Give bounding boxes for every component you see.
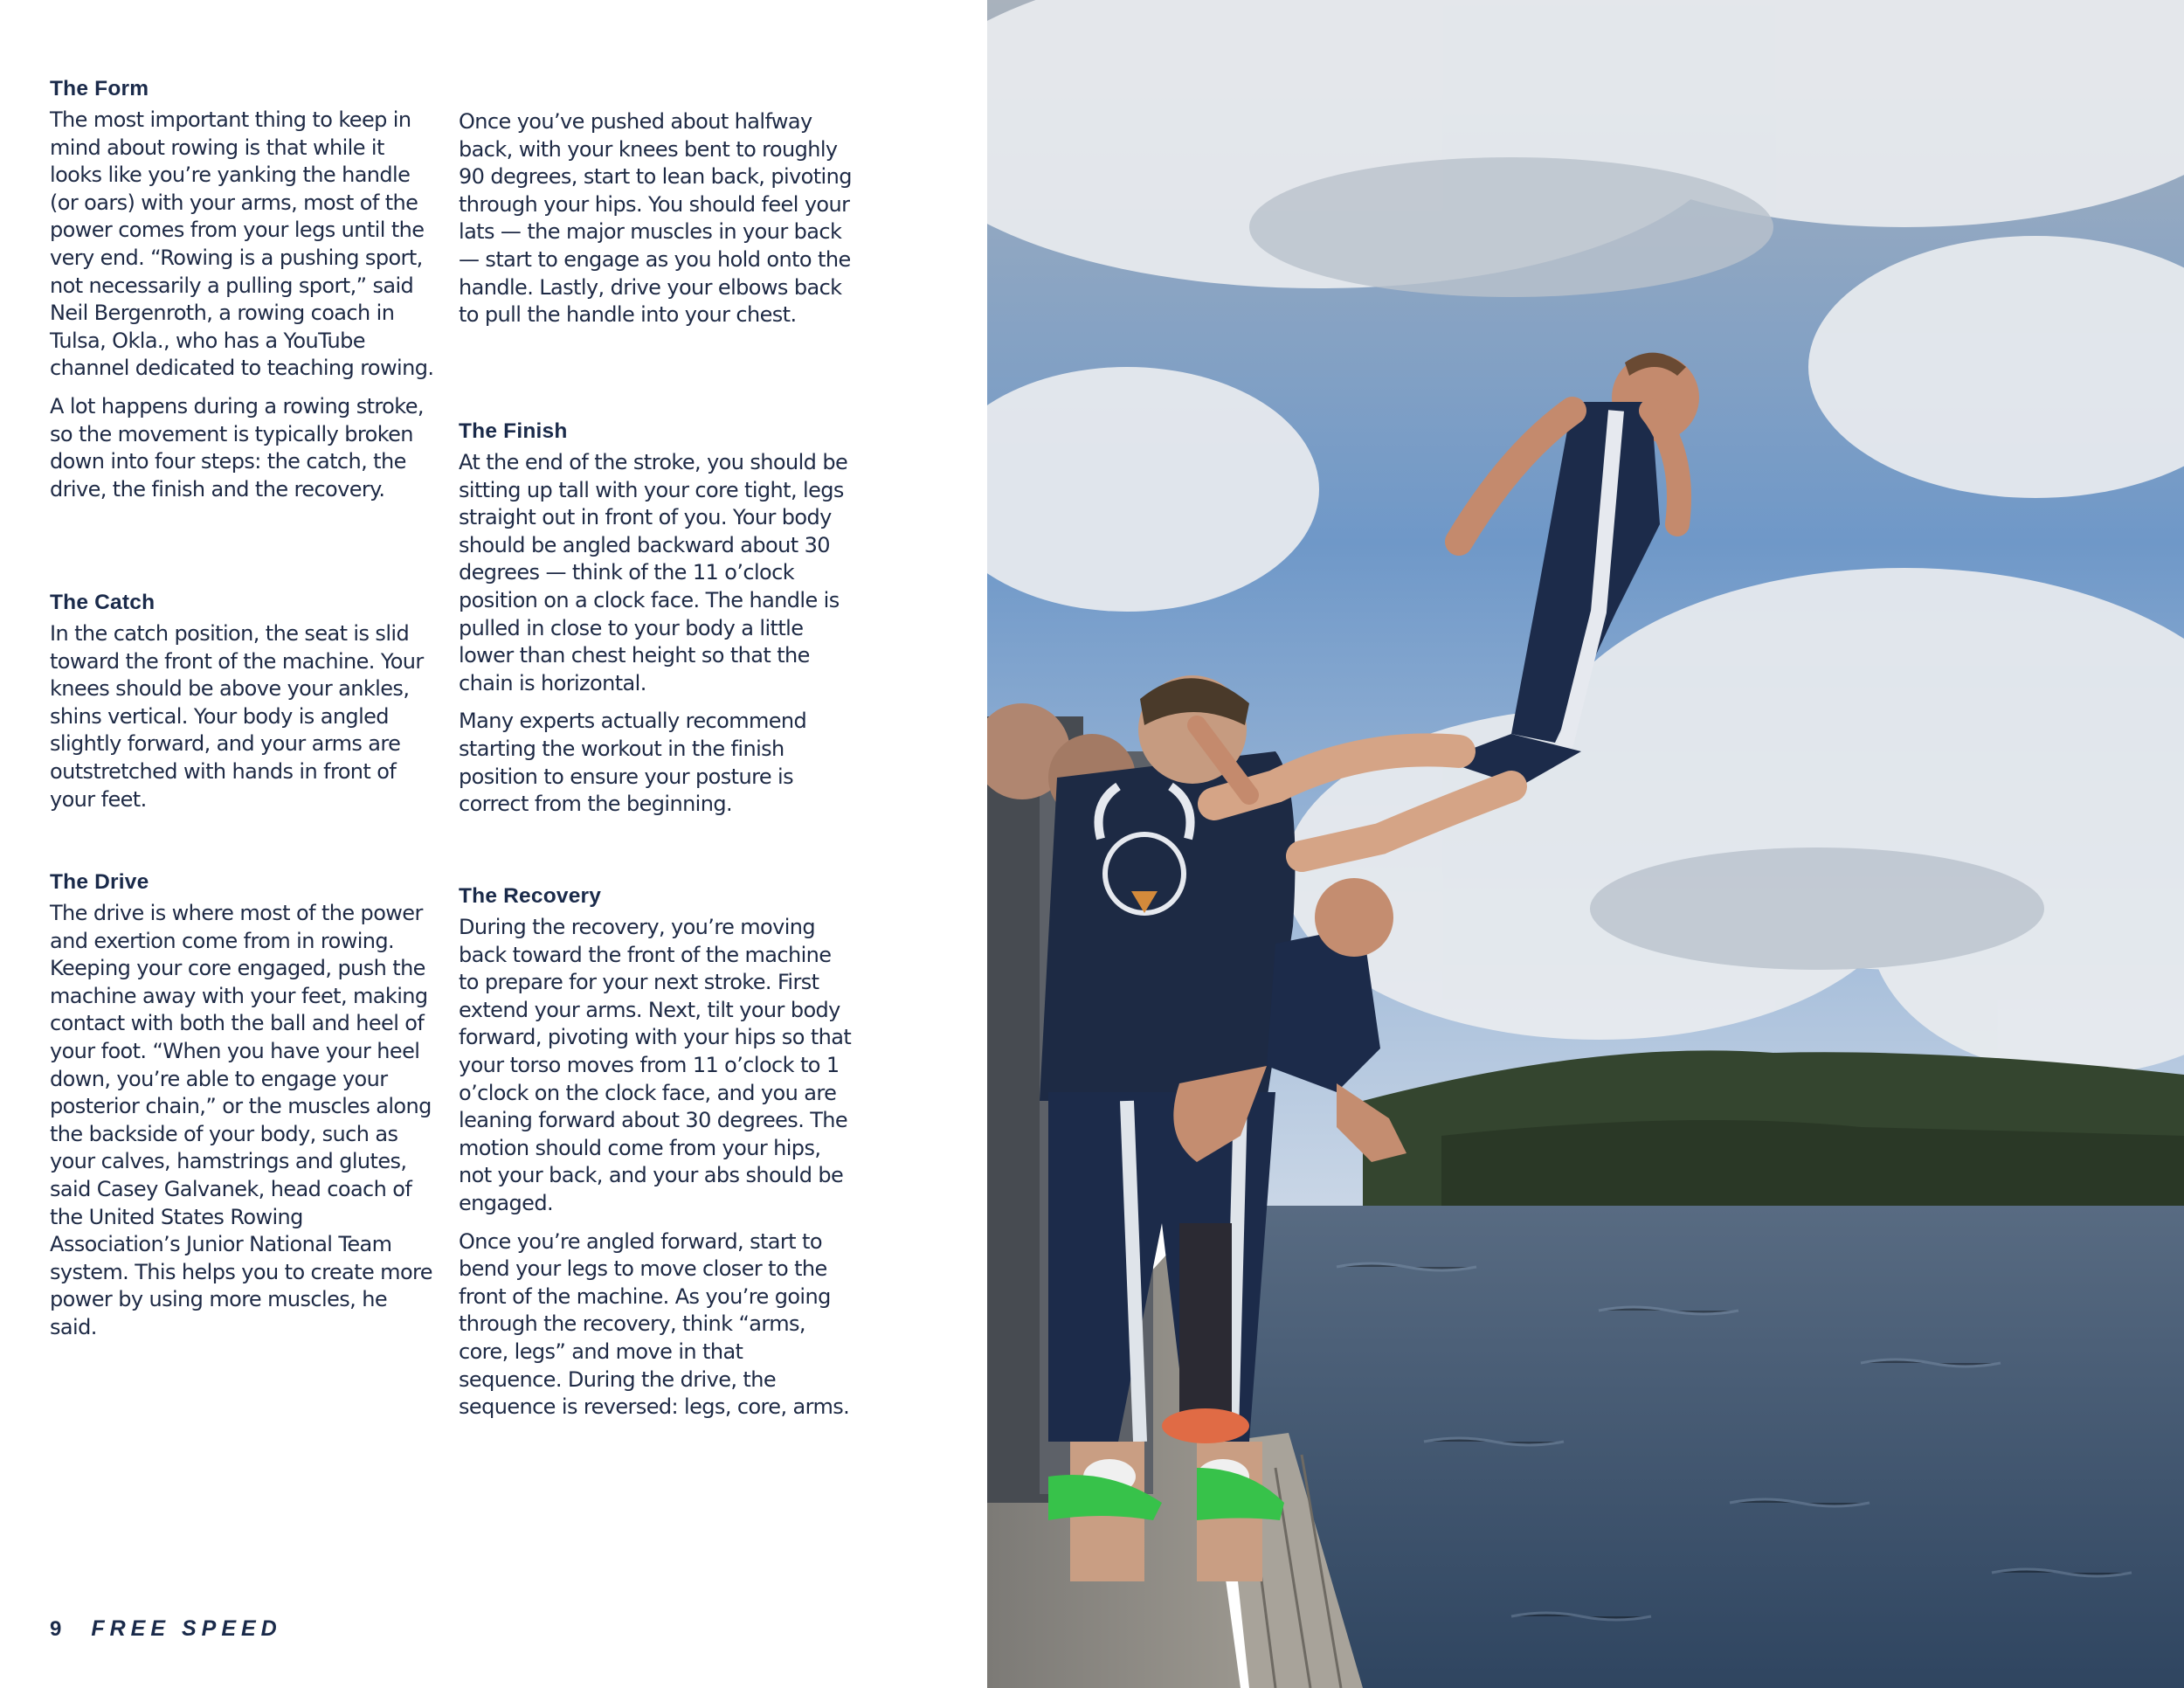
- photo-illustration: [987, 0, 2184, 1688]
- heading-drive: The Drive: [50, 870, 149, 894]
- paragraph-form-2: A lot happens during a rowing stroke, so the movement is typically broken down into four steps: the catch, the drive, the finish and the recovery.: [50, 393, 424, 502]
- section-finish: [459, 419, 852, 829]
- heading-recovery: The Recovery: [459, 884, 602, 908]
- heading-catch: The Catch: [50, 591, 156, 614]
- brand-wordmark: FREE SPEED: [91, 1616, 282, 1641]
- rowers-jumping-off-dock-photo: [987, 0, 2184, 1688]
- page-number: 9: [50, 1616, 62, 1641]
- section-recovery: [459, 884, 852, 1432]
- heading-finish: The Finish: [459, 419, 568, 443]
- section-pushed: [459, 108, 852, 340]
- article-page: [0, 0, 987, 1688]
- paragraph-finish-1: At the end of the stroke, you should be sitting up tall with your core tight, legs straight out in front of you. Your body should be angled backward about 30 degrees — think of the 11 o’clock position on a clock face. The handle is pulled in close to your body a little lower than chest height so that the chain is horizontal.: [459, 450, 848, 695]
- paragraph-recovery-2: Once you’re angled forward, start to bend your legs to move closer to the front of the machine. As you’re going through the recovery, think “arms, core, legs” and move in that sequence. During the drive, the sequence is reversed: legs, core, arms.: [459, 1228, 850, 1420]
- paragraph-finish-2: Many experts actually recommend starting the workout in the finish position to ensure your posture is correct from the beginning.: [459, 709, 807, 817]
- water: [1249, 1206, 2184, 1688]
- paragraph-pushed-1: Once you’ve pushed about halfway back, with your knees bent to roughly 90 degrees, start to lean back, pivoting through your hips. You should feel your lats — the major muscles in your back — start to engage as you hold onto the handle. Lastly, drive your elbows back to pull the handle into your chest.: [459, 109, 852, 328]
- paragraph-form-1: The most important thing to keep in mind about rowing is that while it looks like you’re yanking the handle (or oars) with your arms, most of the power comes from your legs until the very end. “Rowing is a pushing sport, not necessarily a pulling sport,” said Neil Bergenroth, a rowing coach in Tulsa, Okla., who has a YouTube channel dedicated to teaching rowing.: [50, 107, 434, 381]
- paragraph-catch-1: In the catch position, the seat is slid toward the front of the machine. Your knees should be above your ankles, shins vertical. Your body is angled slightly forward, and your arms are outstretched with hands in front of your feet.: [50, 621, 424, 812]
- paragraph-recovery-1: During the recovery, you’re moving back toward the front of the machine to prepare for your next stroke. First extend your arms. Next, tilt your body forward, pivoting with your hips so that your torso moves from 11 o’clock to 1 o’clock on the clock face, and you are leaning forward about 30 degrees. The motion should come from your hips, not your back, and your abs should be engaged.: [459, 915, 852, 1215]
- section-drive: [50, 870, 434, 1352]
- heading-form: The Form: [50, 77, 149, 100]
- section-catch: [50, 591, 434, 824]
- paragraph-drive-1: The drive is where most of the power and exertion come from in rowing. Keeping your core engaged, push the machine away with your feet, making contact with both the ball and heel of your foot. “When you have your heel down, you’re able to engage your posterior chain,” or the muscles along the backside of your body, such as your calves, hamstrings and glutes, said Casey Galvanek, head coach of the United States Rowing Association’s Junior National Team system. This helps you to create more power by using more muscles, he said.: [50, 901, 432, 1339]
- page-footer: [50, 1616, 282, 1642]
- section-form: [50, 77, 434, 514]
